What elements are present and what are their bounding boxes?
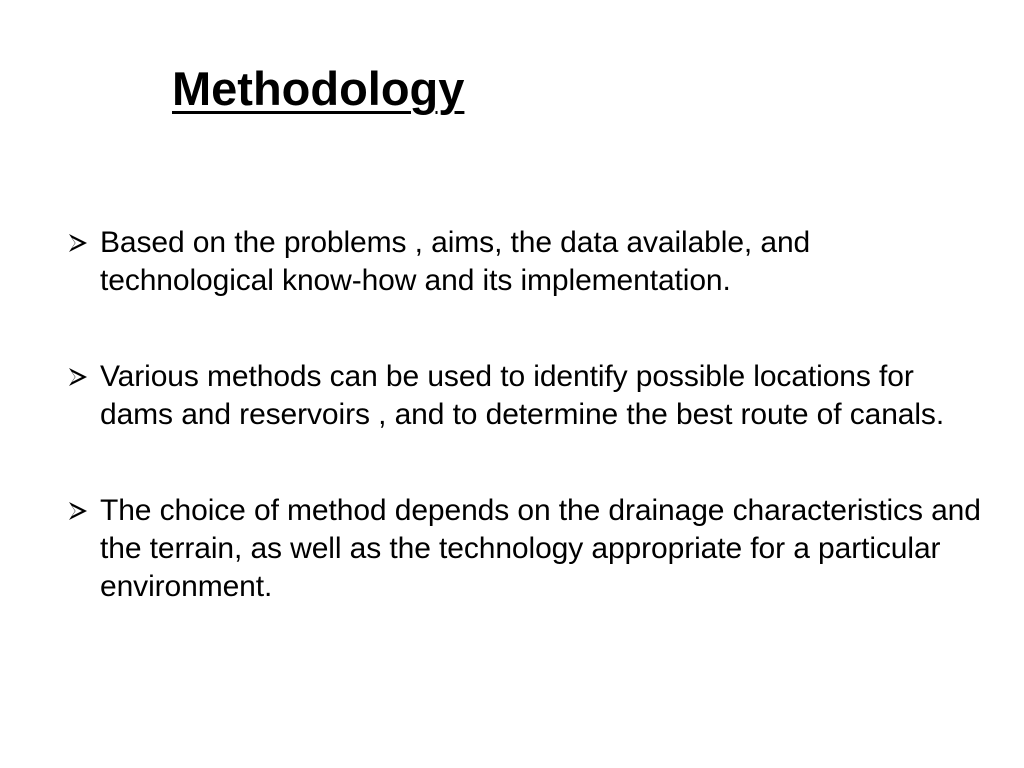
bullet-text: Based on the problems , aims, the data available, and technological know-how and its implementation. — [100, 226, 811, 297]
bullet-item — [66, 358, 986, 434]
bullet-item — [66, 224, 986, 300]
bullet-text: The choice of method depends on the drainage characteristics and the terrain, as well as the technology appropriate for a particular environment. — [100, 494, 981, 603]
bullet-text: Various methods can be used to identify possible locations for dams and reservoirs , and to determine the best route of canals. — [100, 360, 945, 431]
arrowhead-bullet-icon — [66, 358, 100, 396]
slide-title: Methodology — [172, 62, 465, 115]
bullet-list — [66, 224, 986, 606]
bullet-item — [66, 492, 986, 606]
arrowhead-bullet-icon — [66, 492, 100, 530]
arrowhead-bullet-icon — [66, 224, 100, 262]
